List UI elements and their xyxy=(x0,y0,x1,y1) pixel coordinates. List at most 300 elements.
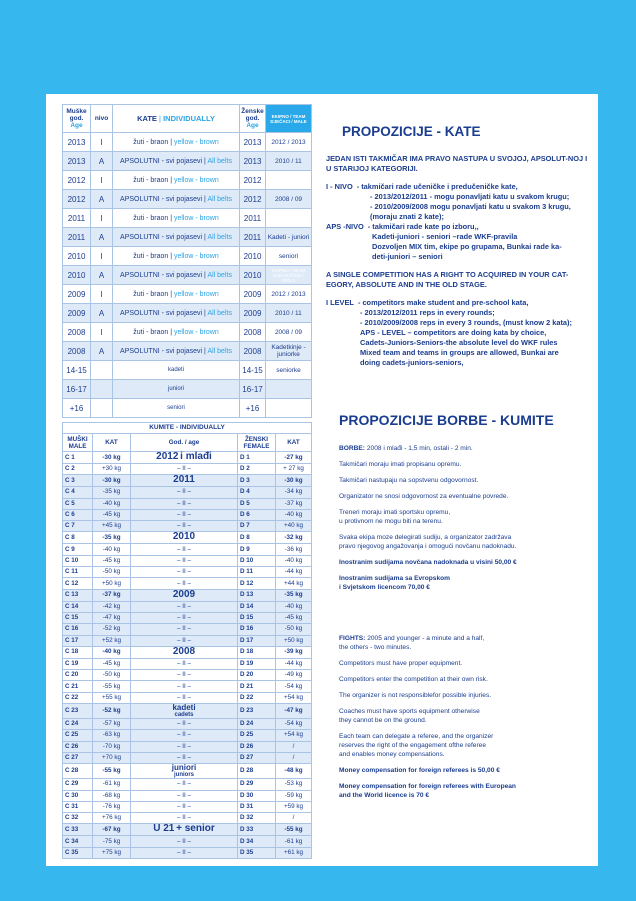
male-category: C 8 xyxy=(63,532,93,544)
male-weight: -61 kg xyxy=(93,779,131,790)
kata-label: žuti - braon | xyxy=(133,252,173,260)
kumite-table-row xyxy=(63,578,312,589)
inivo-text: - 2010/2009/2008 mogu ponavljati katu u svakom 3 krugu, xyxy=(370,202,571,211)
ilevel-text: APS - LEVEL – competitors are doing kata by choice, xyxy=(360,328,547,337)
female-weight: -37 kg xyxy=(276,498,312,509)
female-category: D 10 xyxy=(238,555,276,566)
female-category: D 11 xyxy=(238,567,276,578)
male-year: 14-15 xyxy=(63,361,91,380)
kate-table-row xyxy=(63,209,312,228)
borbe-para-3: Treneri moraju imati sportsku opremu, u protivnom ne mogu biti na terenu. xyxy=(339,509,451,525)
male-year: 2008 xyxy=(63,323,91,342)
male-weight: -45 kg xyxy=(93,555,131,566)
kate-table-row xyxy=(63,361,312,380)
male-weight: -55 kg xyxy=(93,681,131,692)
female-weight: -48 kg xyxy=(276,764,312,779)
kata-label-en: All belts xyxy=(207,195,232,203)
female-category: D 3 xyxy=(238,475,276,487)
kata-label: seniori xyxy=(167,405,185,411)
kate-intro: JEDAN ISTI TAKMIČAR IMA PRAVO NASTUPA U SVOJOJ, APSOLUT-NOJ I U STARIJOJ KATEGORIJI. xyxy=(326,154,588,173)
ilevel-label xyxy=(326,318,360,328)
female-weight: -49 kg xyxy=(276,670,312,681)
male-weight: +30 kg xyxy=(93,464,131,475)
team-cell: seniorke xyxy=(266,361,312,380)
female-category: D 24 xyxy=(238,719,276,730)
age-cell: – II – xyxy=(131,544,238,555)
kata-cell xyxy=(113,247,240,266)
female-weight: -55 kg xyxy=(276,824,312,836)
kate-table-row xyxy=(63,399,312,418)
ilevel-text: - competitors make student and pre-school kata, xyxy=(357,298,529,307)
kata-label-en: All belts xyxy=(207,157,232,165)
female-category: D 4 xyxy=(238,487,276,498)
zenske-header: Ženske god. Age xyxy=(240,105,266,133)
kumite-table-row xyxy=(63,646,312,658)
borbe-para-5: Svaka ekipa moze delegirati sudiju, a organizator zadržava pravo njegovog angažovanja i omogući novčanu nadoknadu. xyxy=(339,534,517,550)
team-cell: 2010 / 11 xyxy=(266,152,312,171)
nivo-cell xyxy=(91,399,113,418)
male-category: C 3 xyxy=(63,475,93,487)
kumite-table-row xyxy=(63,452,312,464)
male-year: 2009 xyxy=(63,304,91,323)
age-cell: – II – xyxy=(131,719,238,730)
age-cell: – II – xyxy=(131,624,238,635)
age-cell: – II – xyxy=(131,779,238,790)
male-category: C 28 xyxy=(63,764,93,779)
kate-table-row xyxy=(63,247,312,266)
male-weight: -30 kg xyxy=(93,452,131,464)
male-category: C 22 xyxy=(63,692,93,703)
female-category: D 33 xyxy=(238,824,276,836)
ilevel-line xyxy=(326,318,594,328)
kata-cell xyxy=(113,228,240,247)
aps-text: deti-juniori – seniori xyxy=(372,252,443,261)
female-category: D 31 xyxy=(238,801,276,812)
kumite-table-row xyxy=(63,670,312,681)
male-category: C 23 xyxy=(63,704,93,719)
age-label: kadeti xyxy=(172,703,196,713)
kumite-table-row xyxy=(63,521,312,532)
male-category: C 32 xyxy=(63,813,93,824)
fights-para-5: Each team can delegate a referee, and the organizer reserves the right of the engagement ofthe referee and enables money compensations. xyxy=(339,733,494,758)
ilevel-line xyxy=(326,348,594,358)
nivo-cell: I xyxy=(91,323,113,342)
nivo-cell: A xyxy=(91,266,113,285)
kumite-table-row xyxy=(63,847,312,858)
female-category: D 20 xyxy=(238,670,276,681)
inivo-line xyxy=(326,212,594,222)
age-cell: – II – xyxy=(131,658,238,669)
nivo-cell xyxy=(91,380,113,399)
male-category: C 12 xyxy=(63,578,93,589)
female-weight: -35 kg xyxy=(276,589,312,601)
female-category: D 18 xyxy=(238,646,276,658)
kata-cell xyxy=(113,152,240,171)
age-cell xyxy=(131,452,238,464)
kata-cell xyxy=(113,209,240,228)
nivo-header: nivo xyxy=(91,105,113,133)
male-weight: -40 kg xyxy=(93,498,131,509)
age-cell: – II – xyxy=(131,730,238,741)
kata-cell xyxy=(113,380,240,399)
kumite-table-row xyxy=(63,704,312,719)
female-weight: +40 kg xyxy=(276,521,312,532)
male-weight: -42 kg xyxy=(93,601,131,612)
nivo-cell: I xyxy=(91,171,113,190)
female-weight: -39 kg xyxy=(276,646,312,658)
nivo-cell: I xyxy=(91,247,113,266)
male-year: 2011 xyxy=(63,209,91,228)
female-weight: / xyxy=(276,752,312,763)
male-weight: +70 kg xyxy=(93,752,131,763)
female-year: 16-17 xyxy=(240,380,266,399)
kate-rules xyxy=(326,154,594,368)
female-weight: -45 kg xyxy=(276,612,312,623)
male-category: C 15 xyxy=(63,612,93,623)
kumite-table-row xyxy=(63,813,312,824)
age-label: 2010 xyxy=(172,531,196,543)
age-cell: – II – xyxy=(131,801,238,812)
muski-header: MUŠKI MALE xyxy=(63,434,93,452)
female-year: 2011 xyxy=(240,228,266,247)
male-weight: -68 kg xyxy=(93,790,131,801)
male-category: C 30 xyxy=(63,790,93,801)
male-category: C 9 xyxy=(63,544,93,555)
age-cell xyxy=(131,764,238,779)
female-category: D 25 xyxy=(238,730,276,741)
female-weight: / xyxy=(276,813,312,824)
age-cell: – II – xyxy=(131,601,238,612)
male-weight: -52 kg xyxy=(93,704,131,719)
ilevel-label xyxy=(326,328,360,338)
aps-label xyxy=(326,232,372,242)
female-category: D 7 xyxy=(238,521,276,532)
male-weight: +45 kg xyxy=(93,521,131,532)
male-category: C 19 xyxy=(63,658,93,669)
age-sub: i mlađi xyxy=(180,451,212,462)
kumite-table-row xyxy=(63,555,312,566)
inivo-text: (moraju znati 2 kate); xyxy=(370,212,444,221)
age-cell: – II – xyxy=(131,487,238,498)
male-category: C 31 xyxy=(63,801,93,812)
kate-table-row xyxy=(63,380,312,399)
male-year: 2012 xyxy=(63,190,91,209)
female-category: D 15 xyxy=(238,612,276,623)
female-weight: -61 kg xyxy=(276,836,312,847)
kata-cell xyxy=(113,323,240,342)
kata-label-en: yellow - brown xyxy=(173,214,219,222)
team-cell: 2010 / 11 xyxy=(266,304,312,323)
kate-table-row xyxy=(63,323,312,342)
kate-table-row xyxy=(63,152,312,171)
male-weight: +50 kg xyxy=(93,578,131,589)
kumite-table-row xyxy=(63,752,312,763)
kate-table-row xyxy=(63,133,312,152)
kata-label: APSOLUTNI - svi pojasevi | xyxy=(120,233,206,241)
female-weight: +61 kg xyxy=(276,847,312,858)
fights-para-2: The organizer is not responsiblefor possible injuries. xyxy=(339,692,492,699)
borbe-duration: BORBE: 2008 i mlađi - 1,5 min, ostali - 2 min. xyxy=(339,445,473,452)
team-cell: 2012 / 2013 xyxy=(266,133,312,152)
female-weight: -40 kg xyxy=(276,555,312,566)
female-weight: -40 kg xyxy=(276,601,312,612)
female-weight: +44 kg xyxy=(276,578,312,589)
age-cell: – II – xyxy=(131,464,238,475)
male-weight: -55 kg xyxy=(93,764,131,779)
borbe-rules xyxy=(339,444,594,599)
ilevel-label xyxy=(326,338,360,348)
nivo-cell: A xyxy=(91,228,113,247)
ilevel-label xyxy=(326,308,360,318)
aps-line xyxy=(326,252,594,262)
kumite-table-row xyxy=(63,567,312,578)
kata-cell xyxy=(113,304,240,323)
borbe-money-1: Inostranim sudijama novčana nadoknada u visini 50,00 € xyxy=(339,559,517,566)
female-weight: -30 kg xyxy=(276,475,312,487)
kata-cell xyxy=(113,285,240,304)
age-cell: – II – xyxy=(131,813,238,824)
kumite-table-row xyxy=(63,730,312,741)
kumite-table-row xyxy=(63,658,312,669)
male-category: C 26 xyxy=(63,741,93,752)
male-year: 2013 xyxy=(63,133,91,152)
female-category: D 32 xyxy=(238,813,276,824)
muske-header: Muške god. Age xyxy=(63,105,91,133)
aps-text: - takmičari rade kate po izboru,, xyxy=(367,222,479,231)
aps-line xyxy=(326,232,594,242)
age-sub: + senior xyxy=(176,823,215,835)
male-category: C 29 xyxy=(63,779,93,790)
kata-label-en: All belts xyxy=(207,347,232,355)
age-cell: – II – xyxy=(131,498,238,509)
kata-cell xyxy=(113,133,240,152)
female-weight: -50 kg xyxy=(276,624,312,635)
kata-label: žuti - braon | xyxy=(133,138,173,146)
kate-header: KATE | INDIVIDUALLY xyxy=(113,105,240,133)
male-category: C 13 xyxy=(63,589,93,601)
female-weight: -32 kg xyxy=(276,532,312,544)
kumite-table-row xyxy=(63,544,312,555)
female-year: 2009 xyxy=(240,304,266,323)
kata-label-en: All belts xyxy=(207,233,232,241)
kate-table-row xyxy=(63,285,312,304)
inivo-label: I - NIVO xyxy=(326,182,353,191)
female-year: 2010 xyxy=(240,266,266,285)
team-cell xyxy=(266,209,312,228)
male-weight: -57 kg xyxy=(93,719,131,730)
kat-header: KAT xyxy=(93,434,131,452)
borbe-para-1: Takmičari nastupaju na sopstvenu odgovornost. xyxy=(339,477,479,484)
kata-label: žuti - braon | xyxy=(133,214,173,222)
male-year: 2009 xyxy=(63,285,91,304)
document-sheet xyxy=(46,94,598,866)
female-year: 2008 xyxy=(240,323,266,342)
female-weight: +50 kg xyxy=(276,635,312,646)
male-weight: +55 kg xyxy=(93,692,131,703)
female-year: 2013 xyxy=(240,133,266,152)
kata-label: APSOLUTNI - svi pojasevi | xyxy=(120,347,206,355)
male-weight: -40 kg xyxy=(93,544,131,555)
team-cell xyxy=(266,171,312,190)
female-weight: +54 kg xyxy=(276,730,312,741)
kata-label-en: yellow - brown xyxy=(173,252,219,260)
female-weight: -44 kg xyxy=(276,658,312,669)
kate-table-row xyxy=(63,171,312,190)
kumite-table-row xyxy=(63,624,312,635)
female-year: 2010 xyxy=(240,247,266,266)
female-weight: -54 kg xyxy=(276,681,312,692)
ilevel-label xyxy=(326,348,360,358)
male-year: 2012 xyxy=(63,171,91,190)
male-year: +16 xyxy=(63,399,91,418)
male-weight: -30 kg xyxy=(93,475,131,487)
kumite-table-title: KUMITE - INDIVIDUALLY xyxy=(63,423,312,434)
kumite-table-row xyxy=(63,836,312,847)
female-year: 2013 xyxy=(240,152,266,171)
inivo-line xyxy=(326,192,594,202)
male-year: 2011 xyxy=(63,228,91,247)
age-cell: – II – xyxy=(131,741,238,752)
ilevel-line xyxy=(326,358,594,368)
kate-section-title: PROPOZICIJE - KATE xyxy=(342,124,481,139)
kata-label: žuti - braon | xyxy=(133,290,173,298)
age-cell: – II – xyxy=(131,681,238,692)
male-category: C 35 xyxy=(63,847,93,858)
nivo-cell: I xyxy=(91,133,113,152)
male-year: 2010 xyxy=(63,266,91,285)
team-cell xyxy=(266,380,312,399)
female-weight: -44 kg xyxy=(276,567,312,578)
male-weight: -67 kg xyxy=(93,824,131,836)
aps-label xyxy=(326,242,372,252)
male-category: C 25 xyxy=(63,730,93,741)
ilevel-line xyxy=(326,328,594,338)
fights-duration: FIGHTS: 2005 and younger - a minute and a half, the others - two minutes. xyxy=(339,635,485,651)
male-weight: -45 kg xyxy=(93,658,131,669)
age-cell xyxy=(131,589,238,601)
male-year: 2008 xyxy=(63,342,91,361)
fights-rules xyxy=(339,634,594,807)
kate-table-row xyxy=(63,190,312,209)
male-category: C 14 xyxy=(63,601,93,612)
kumite-table-row xyxy=(63,790,312,801)
kumite-table-row xyxy=(63,801,312,812)
male-category: C 17 xyxy=(63,635,93,646)
team-cell: Kadetkinje - juniorke xyxy=(266,342,312,361)
borbe-para-0: Takmičari moraju imati propisanu opremu. xyxy=(339,461,462,468)
female-category: D 2 xyxy=(238,464,276,475)
age-cell xyxy=(131,475,238,487)
male-category: C 5 xyxy=(63,498,93,509)
male-weight: +75 kg xyxy=(93,847,131,858)
age-label: 2011 xyxy=(173,474,195,486)
kata-label: APSOLUTNI - svi pojasevi | xyxy=(120,271,206,279)
age-cell: – II – xyxy=(131,567,238,578)
kata-label-en: All belts xyxy=(207,309,232,317)
age-cell xyxy=(131,532,238,544)
team-cell: EKIPNO / TEAM DJEVOJČICE / GIRLS xyxy=(266,266,312,285)
female-category: D 19 xyxy=(238,658,276,669)
kata-cell xyxy=(113,342,240,361)
kate-en-intro: A SINGLE COMPETITION HAS A RIGHT TO ACQUIRED IN YOUR CAT-EGORY, ABSOLUTE AND IN THE OLD STAGE. xyxy=(326,270,569,289)
kumite-table-row xyxy=(63,692,312,703)
kate-table xyxy=(62,104,312,418)
kata-label: žuti - braon | xyxy=(133,176,173,184)
kumite-table-row xyxy=(63,532,312,544)
kata-label-en: yellow - brown xyxy=(173,328,219,336)
age-label: 2009 xyxy=(172,588,196,600)
female-category: D 34 xyxy=(238,836,276,847)
female-year: 2008 xyxy=(240,342,266,361)
female-year: 2009 xyxy=(240,285,266,304)
female-weight: -27 kg xyxy=(276,452,312,464)
kumite-table-row xyxy=(63,487,312,498)
male-weight: +52 kg xyxy=(93,635,131,646)
kumite-table-row xyxy=(63,824,312,836)
aps-label xyxy=(326,252,372,262)
female-year: 2012 xyxy=(240,171,266,190)
inivo-label xyxy=(326,212,370,222)
ilevel-text: - 2010/2009/2008 reps in every 3 rounds, (must know 2 kata); xyxy=(360,318,572,327)
kumite-table-row xyxy=(63,612,312,623)
female-weight: -36 kg xyxy=(276,544,312,555)
male-weight: -76 kg xyxy=(93,801,131,812)
nivo-cell: A xyxy=(91,304,113,323)
male-category: C 16 xyxy=(63,624,93,635)
aps-label: APS -NIVO xyxy=(326,222,364,231)
male-weight: -47 kg xyxy=(93,612,131,623)
age-cell: – II – xyxy=(131,670,238,681)
kata-label-en: yellow - brown xyxy=(173,138,219,146)
kata-label-en: yellow - brown xyxy=(173,176,219,184)
male-category: C 27 xyxy=(63,752,93,763)
kata-label: APSOLUTNI - svi pojasevi | xyxy=(120,195,206,203)
fights-money-2: Money compensation for foreign referees with European and the World licence is 70 € xyxy=(339,783,516,799)
female-category: D 16 xyxy=(238,624,276,635)
kata-label-en: yellow - brown xyxy=(173,290,219,298)
inivo-line xyxy=(326,182,594,192)
female-category: D 23 xyxy=(238,704,276,719)
male-category: C 1 xyxy=(63,452,93,464)
kate-table-header xyxy=(63,105,312,133)
age-cell: – II – xyxy=(131,612,238,623)
team-cell xyxy=(266,399,312,418)
god-header: God. / age xyxy=(131,434,238,452)
team-cell: Kadeti - juniori xyxy=(266,228,312,247)
kumite-table-row xyxy=(63,498,312,509)
male-category: C 6 xyxy=(63,509,93,520)
zenski-header: ŽENSKI FEMALE xyxy=(238,434,276,452)
kata-label: APSOLUTNI - svi pojasevi | xyxy=(120,309,206,317)
age-cell: – II – xyxy=(131,790,238,801)
female-category: D 1 xyxy=(238,452,276,464)
female-year: +16 xyxy=(240,399,266,418)
female-category: D 12 xyxy=(238,578,276,589)
aps-text: Dozvoljen MIX tim, ekipe po grupama, Bunkai rade ka- xyxy=(372,242,562,251)
female-year: 2011 xyxy=(240,209,266,228)
female-category: D 30 xyxy=(238,790,276,801)
female-category: D 6 xyxy=(238,509,276,520)
male-category: C 4 xyxy=(63,487,93,498)
female-category: D 35 xyxy=(238,847,276,858)
team-cell: seniori xyxy=(266,247,312,266)
male-category: C 18 xyxy=(63,646,93,658)
ilevel-text: - 2013/2012/2011 reps in every rounds; xyxy=(360,308,495,317)
kata-label-en: All belts xyxy=(207,271,232,279)
male-weight: -50 kg xyxy=(93,567,131,578)
female-category: D 28 xyxy=(238,764,276,779)
ilevel-text: doing cadets-juniors-seniors, xyxy=(360,358,464,367)
